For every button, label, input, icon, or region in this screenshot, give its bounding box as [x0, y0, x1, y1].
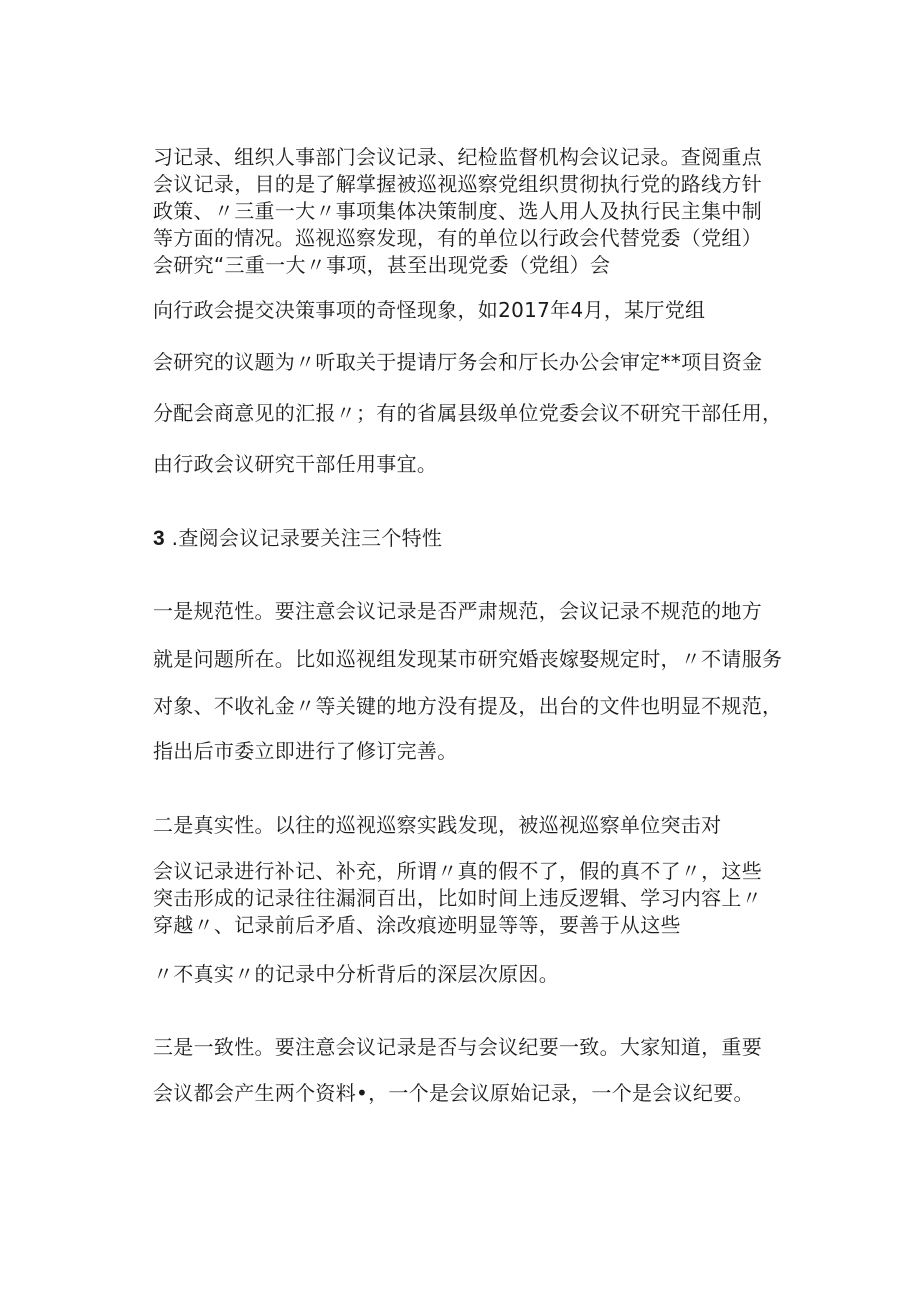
- paragraph-line: 会议都会产生两个资料•，一个是会议原始记录，一个是会议纪要。: [153, 1081, 754, 1105]
- paragraph-line: 二是真实性。以往的巡视巡察实践发现，被巡视巡察单位突击对: [153, 813, 722, 837]
- paragraph-line: 三是一致性。要注意会议记录是否与会议纪要一致。大家知道，重要: [153, 1035, 762, 1059]
- paragraph-line: 指出后市委立即进行了修订完善。: [153, 739, 458, 763]
- paragraph-line: 会研究的议题为〃听取关于提请厅务会和厅长办公会审定**项目资金: [153, 350, 763, 374]
- paragraph-line: 一是规范性。要注意会议记录是否严肃规范，会议记录不规范的地方: [153, 599, 762, 623]
- paragraph-line: 会议记录，目的是了解掌握被巡视巡察党组织贯彻执行党的路线方针: [153, 172, 762, 196]
- paragraph-line: 分配会商意见的汇报〃；有的省属县级单位党委会议不研究干部任用，: [153, 401, 783, 425]
- paragraph-line: 就是问题所在。比如巡视组发现某市研究婚丧嫁娶规定时，〃不请服务: [153, 647, 783, 671]
- paragraph-line: 习记录、组织人事部门会议记录、纪检监督机构会议记录。查阅重点: [153, 145, 762, 169]
- paragraph-line: 〃不真实〃的记录中分析背后的深层次原因。: [153, 962, 559, 986]
- paragraph-line: 会议记录进行补记、补充，所谓〃真的假不了，假的真不了〃，这些: [153, 859, 762, 883]
- paragraph-line: 等方面的情况。巡视巡察发现，有的单位以行政会代替党委（党组）: [153, 226, 762, 250]
- paragraph-line: 穿越〃、记录前后矛盾、涂改痕迹明显等等，要善于从这些: [153, 913, 681, 937]
- section-heading: [153, 525, 442, 552]
- paragraph-line: 突击形成的记录往往漏洞百出，比如时间上违反逻辑、学习内容上〃: [153, 886, 762, 910]
- paragraph-line: 由行政会议研究干部任用事宜。: [153, 452, 438, 476]
- paragraph-line: 向行政会提交决策事项的奇怪现象，如2017年4月，某厅党组: [153, 298, 706, 322]
- paragraph-line: 对象、不收礼金〃等关键的地方没有提及，出台的文件也明显不规范，: [153, 694, 783, 718]
- paragraph-line: 政策、〃三重一大〃事项集体决策制度、选人用人及执行民主集中制: [153, 199, 762, 223]
- section-heading-text: .查阅会议记录要关注三个特性: [171, 526, 443, 550]
- paragraph-line: 会研究“三重一大〃事项，甚至出现党委（党组）会: [153, 253, 611, 277]
- section-heading-number: 3: [153, 527, 165, 550]
